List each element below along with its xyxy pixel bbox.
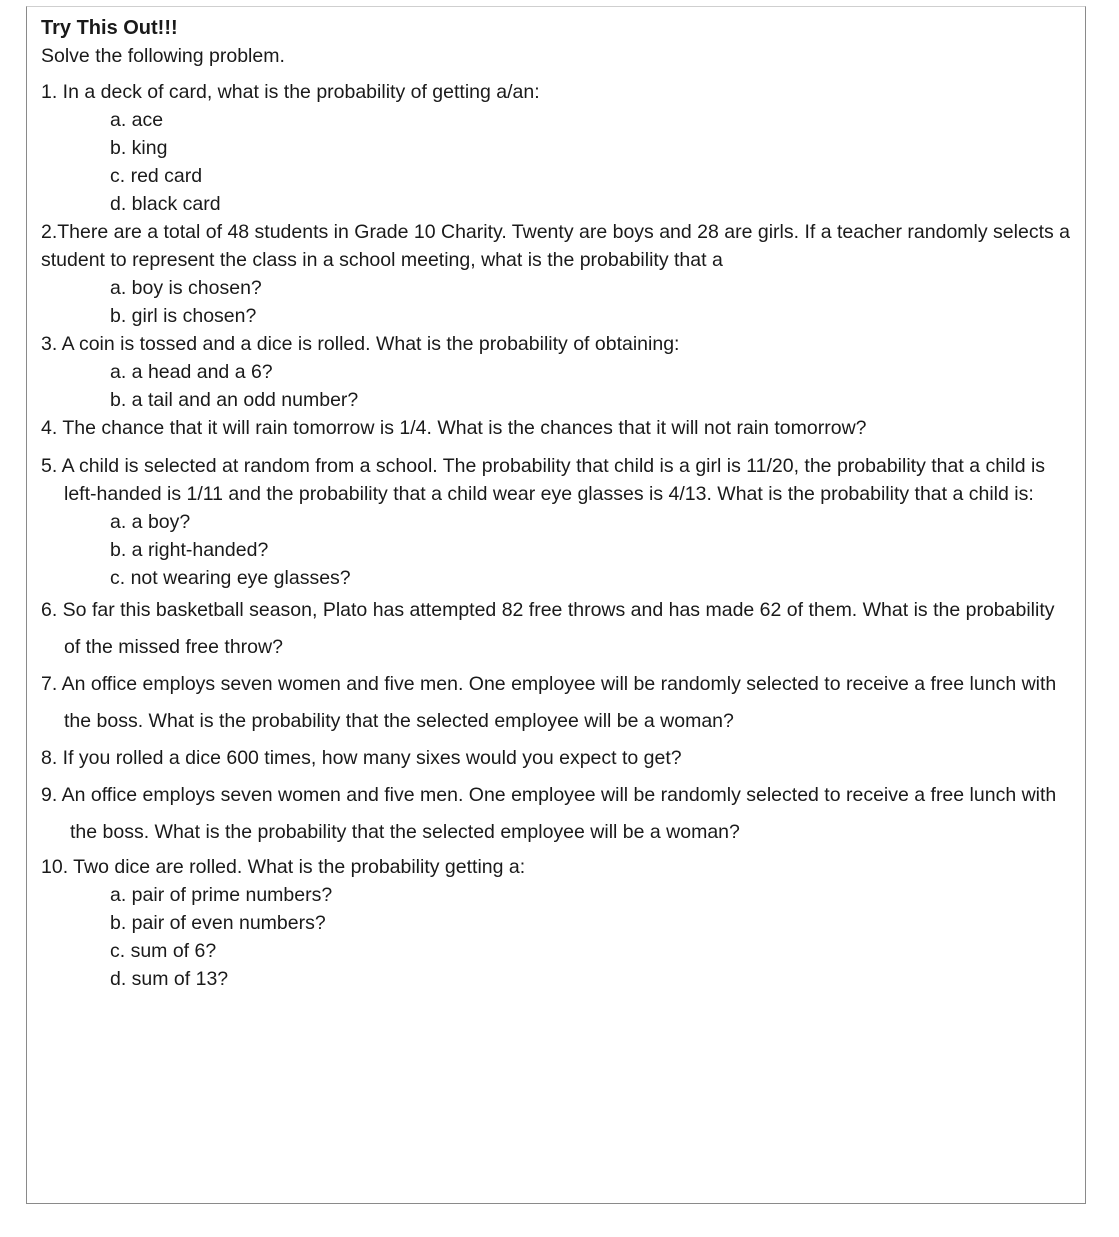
- question-5-text: 5. A child is selected at random from a school. The probability that child is a girl is 11/20, the probability that a child is left-handed is 1/11 and the probability that a child wear eye glasses is 4/13. What is the probability that a child is:: [41, 455, 1046, 505]
- question-4: [41, 414, 1081, 442]
- question-6-text: 6. So far this basketball season, Plato has attempted 82 free throws and has made 62 of them. What is the probability of the missed free throw?: [41, 599, 1055, 658]
- question-1-part-a: a. ace: [110, 109, 164, 131]
- question-10-part-c: c. sum of 6?: [110, 940, 217, 962]
- question-5-part-b: b. a right-handed?: [110, 539, 269, 561]
- question-10-text: 10. Two dice are rolled. What is the probability getting a:: [41, 856, 526, 878]
- question-2: [41, 218, 1081, 330]
- question-2-part-a: a. boy is chosen?: [110, 277, 262, 299]
- question-10: [41, 853, 1081, 993]
- question-1-text: 1. In a deck of card, what is the probability of getting a/an:: [41, 81, 540, 103]
- question-2-text: 2.There are a total of 48 students in Grade 10 Charity. Twenty are boys and 28 are girls. If a teacher randomly selects a student to represent the class in a school meeting, what is the probability that a: [41, 221, 1070, 271]
- instruction-text: Solve the following problem.: [41, 45, 285, 67]
- question-3: [41, 330, 1081, 414]
- question-3-part-a: a. a head and a 6?: [110, 361, 273, 383]
- question-9-text: 9. An office employs seven women and five men. One employee will be randomly selected to receive a free lunch with the boss. What is the probability that the selected employee will be a woman?: [41, 784, 1057, 843]
- question-7-text: 7. An office employs seven women and five men. One employee will be randomly selected to receive a free lunch with the boss. What is the probability that the selected employee will be a woman?: [41, 673, 1057, 732]
- question-10-part-d: d. sum of 13?: [110, 968, 229, 990]
- worksheet: [41, 14, 1081, 993]
- question-8-text: 8. If you rolled a dice 600 times, how many sixes would you expect to get?: [41, 747, 682, 769]
- question-3-part-b: b. a tail and an odd number?: [110, 389, 359, 411]
- question-5-part-a: a. a boy?: [110, 511, 191, 533]
- question-10-part-a: a. pair of prime numbers?: [110, 884, 333, 906]
- question-9: [41, 777, 1081, 851]
- question-1-part-c: c. red card: [110, 165, 203, 187]
- question-5-part-c: c. not wearing eye glasses?: [110, 567, 351, 589]
- question-1-part-b: b. king: [110, 137, 168, 159]
- page-title: Try This Out!!!: [41, 17, 178, 39]
- question-1: [41, 78, 1081, 218]
- question-2-part-b: b. girl is chosen?: [110, 305, 257, 327]
- question-4-text: 4. The chance that it will rain tomorrow is 1/4. What is the chances that it will not rain tomorrow?: [41, 417, 867, 439]
- question-1-part-d: d. black card: [110, 193, 221, 215]
- question-8: [41, 740, 1081, 777]
- question-7: [41, 666, 1081, 740]
- question-6: [41, 592, 1081, 666]
- question-10-part-b: b. pair of even numbers?: [110, 912, 326, 934]
- question-5: [41, 452, 1081, 592]
- question-3-text: 3. A coin is tossed and a dice is rolled. What is the probability of obtaining:: [41, 333, 680, 355]
